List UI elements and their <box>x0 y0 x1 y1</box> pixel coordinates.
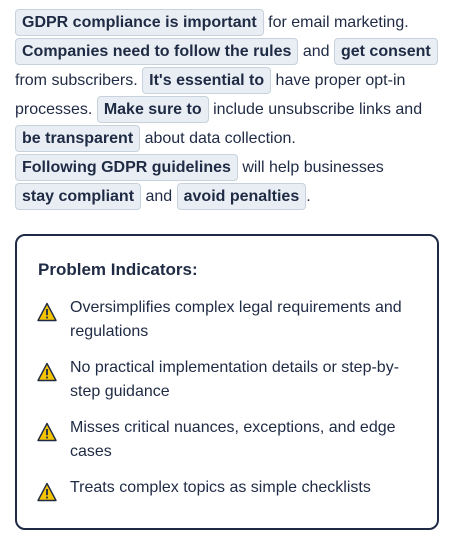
plain-text: . <box>306 188 311 205</box>
problem-indicator-item <box>37 476 417 502</box>
problem-indicator-item <box>37 296 417 344</box>
highlighted-phrase: Companies need to follow the rules <box>15 38 298 65</box>
highlighted-phrase: Following GDPR guidelines <box>15 154 238 181</box>
highlighted-phrase: It's essential to <box>142 67 271 94</box>
plain-text: and <box>298 43 334 60</box>
plain-text: from subscribers. <box>15 72 143 89</box>
problem-indicator-text: No practical implementation details or step-by-step guidance <box>70 359 400 400</box>
plain-text: and <box>141 188 177 205</box>
highlighted-paragraph <box>15 8 450 211</box>
highlighted-phrase: avoid penalties <box>177 183 307 210</box>
warning-triangle-icon <box>37 302 57 322</box>
warning-triangle-icon <box>37 422 57 442</box>
highlighted-phrase: get consent <box>334 38 438 65</box>
problem-indicators-title: Problem Indicators: <box>38 260 198 279</box>
problem-indicator-item <box>37 356 417 404</box>
plain-text: include unsubscribe links and <box>208 101 423 118</box>
problem-indicator-item <box>37 416 417 464</box>
warning-triangle-icon <box>37 482 57 502</box>
plain-text: about data collection. <box>140 130 296 147</box>
problem-indicator-text: Oversimplifies complex legal requirements and regulations <box>70 299 402 340</box>
highlighted-phrase: Make sure to <box>97 96 209 123</box>
problem-indicators-card <box>15 234 439 530</box>
plain-text: will help businesses <box>237 159 384 176</box>
plain-text: for email marketing. <box>263 14 409 31</box>
problem-indicator-text: Treats complex topics as simple checklists <box>70 479 371 496</box>
highlighted-phrase: stay compliant <box>15 183 141 210</box>
warning-triangle-icon <box>37 362 57 382</box>
highlighted-phrase: GDPR compliance is important <box>15 9 264 36</box>
highlighted-phrase: be transparent <box>15 125 140 152</box>
plain-text: have proper opt-in processes. <box>15 72 406 118</box>
problem-indicator-text: Misses critical nuances, exceptions, and edge cases <box>70 419 396 460</box>
